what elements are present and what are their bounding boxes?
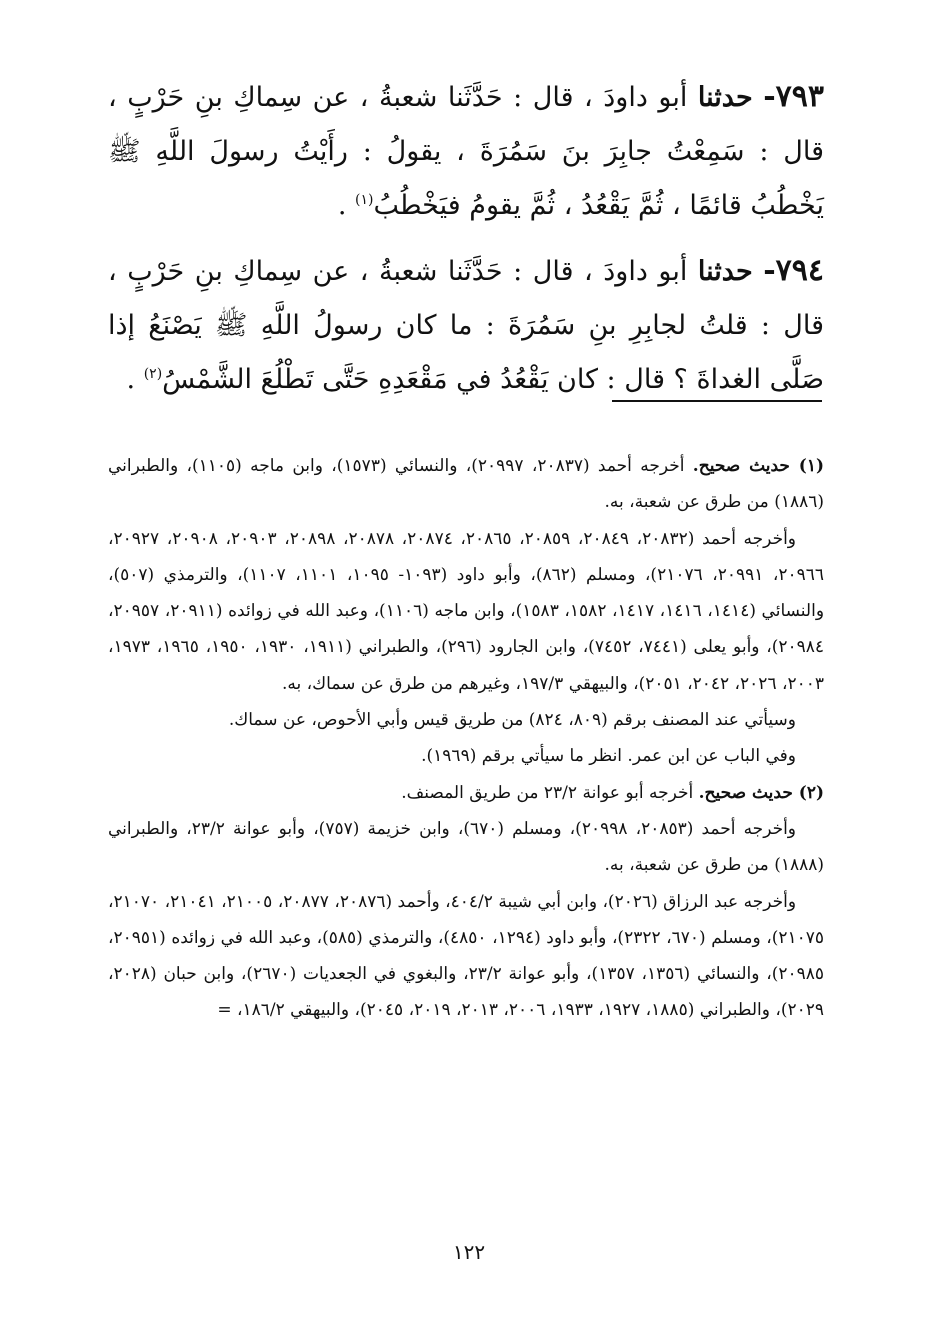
hadith-text-block	[108, 70, 824, 407]
footnote-1-paragraph	[108, 702, 824, 738]
hadith-end: .	[126, 364, 144, 395]
hadith-opening: حدثنا	[697, 256, 753, 287]
hadith-794	[108, 244, 824, 407]
footnote-text: أخرجه أحمد (٢٠٨٣٧، ٢٠٩٩٧)، والنسائي (١٥٧٣)، وابن ماجه (١١٠٥)، والطبراني (١٨٨٦) من طرق عن شعبة، به.	[108, 456, 824, 513]
footnote-2-paragraph	[108, 884, 824, 1029]
footnote-reference: (١)	[355, 192, 374, 208]
hadith-number: ٧٩٤-	[763, 253, 824, 288]
footnote-2-paragraph	[108, 811, 824, 884]
footnote-2	[108, 775, 824, 811]
footnote-text: وسيأتي عند المصنف برقم (٨٠٩، ٨٢٤) من طريق قيس وأبي الأحوص، عن سماك.	[228, 710, 796, 731]
footnote-text: أخرجه أبو عوانة ٢٣/٢ من طريق المصنف.	[401, 782, 699, 803]
hadith-number: ٧٩٣-	[763, 79, 824, 114]
hadith-end: .	[337, 190, 356, 221]
footnote-heading: (١) حديث صحيح.	[692, 456, 824, 476]
footnote-1-paragraph	[108, 738, 824, 774]
page-number: ١٢٢	[452, 1240, 486, 1264]
hadith-body: أبو داودَ ، قال : حَدَّثَنا شعبةُ ، عن سِماكِ بنِ حَرْبٍ ، قال : قلتُ لجابِرِ بنِ سَمُرَةَ : ما كان رسولُ اللَّهِ ﷺ يَصْنَعُ إذا صَلَّى الغداةَ ؟ قال : كان يَقْعُدُ في مَقْعَدِهِ حَتَّى تَطْلُعَ الشَّمْسُ	[108, 256, 824, 395]
footnote-divider	[612, 400, 822, 402]
footnote-text: وأخرجه أحمد (٢٠٨٣٢، ٢٠٨٤٩، ٢٠٨٥٩، ٢٠٨٦٥، ٢٠٨٧٤، ٢٠٨٧٨، ٢٠٨٩٨، ٢٠٩٠٣، ٢٠٩٠٨، ٢٠٩٢٧، ٢٠٩٦٦، ٢٠٩٩١، ٢١٠٧٦)، ومسلم (٨٦٢)، وأبو داود (١٠٩٣- ١٠٩٥، ١١٠١، ١١٠٧)، والترمذي (٥٠٧)، والنسائي (١٤١٤، ١٤١٦، ١٤١٧، ١٥٨٢، ١٥٨٣)، وابن ماجه (١١٠٦)، وعبد الله في زوائده (٢٠٩١١، ٢٠٩٥٧، ٢٠٩٨٤)، وأبو يعلى (٧٤٤١، ٧٤٥٢)، وابن الجارود (٢٩٦)، والطبراني (١٩١١، ١٩٣٠، ١٩٥٠، ١٩٦٥، ١٩٧٣، ٢٠٠٣، ٢٠٢٦، ٢٠٤٢، ٢٠٥١)، والبيهقي ١٩٧/٣، وغيرهم من طرق عن سماك، به.	[108, 528, 825, 694]
footnote-heading: (٢) حديث صحيح.	[698, 782, 824, 803]
footnote-text: وفي الباب عن ابن عمر. انظر ما سيأتي برقم (١٩٦٩).	[421, 746, 796, 767]
hadith-opening: حدثنا	[697, 82, 753, 113]
footnote-text: وأخرجه أحمد (٢٠٨٥٣، ٢٠٩٩٨)، ومسلم (٦٧٠)، وابن خزيمة (٧٥٧)، وأبو عوانة ٢٣/٢، والطبراني (١٨٨٨) من طرق عن شعبة، به.	[108, 818, 824, 876]
footnote-reference: (٢)	[143, 366, 163, 382]
footnote-text: وأخرجه عبد الرزاق (٢٠٢٦)، وابن أبي شيبة ٤٠٤/٢، وأحمد (٢٠٨٧٦، ٢٠٨٧٧، ٢١٠٠٥، ٢١٠٤١، ٢١٠٧٠، ٢١٠٧٥)، ومسلم (٦٧٠، ٢٣٢٢)، وأبو داود (١٢٩٤، ٤٨٥٠)، والترمذي (٥٨٥)، وعبد الله في زوائده (٢٠٩٥١، ٢٠٩٨٥)، والنسائي (١٣٥٦، ١٣٥٧)، وأبو عوانة ٢٣/٢، والبغوي في الجعديات (٢٦٧٠)، وابن حبان (٢٠٢٨، ٢٠٢٩)، والطبراني (١٨٨٥، ١٩٢٧، ١٩٣٣، ٢٠٠٦، ٢٠١٣، ٢٠١٩، ٢٠٤٥)، والبيهقي ١٨٦/٢، =	[108, 891, 825, 1021]
footnote-1-paragraph	[108, 521, 824, 702]
footnotes-block	[108, 448, 824, 1029]
footnote-1	[108, 448, 824, 521]
hadith-793	[108, 70, 824, 233]
hadith-body: أبو داودَ ، قال : حَدَّثَنا شعبةُ ، عن سِماكِ بنِ حَرْبٍ ، قال : سَمِعْتُ جابِرَ بنَ سَمُرَةَ ، يقولُ : رأَيْتُ رسولَ اللَّهِ ﷺ يَخْطُبُ قائمًا ، ثُمَّ يَقْعُدُ ، ثُمَّ يقومُ فيَخْطُبُ	[108, 82, 824, 221]
